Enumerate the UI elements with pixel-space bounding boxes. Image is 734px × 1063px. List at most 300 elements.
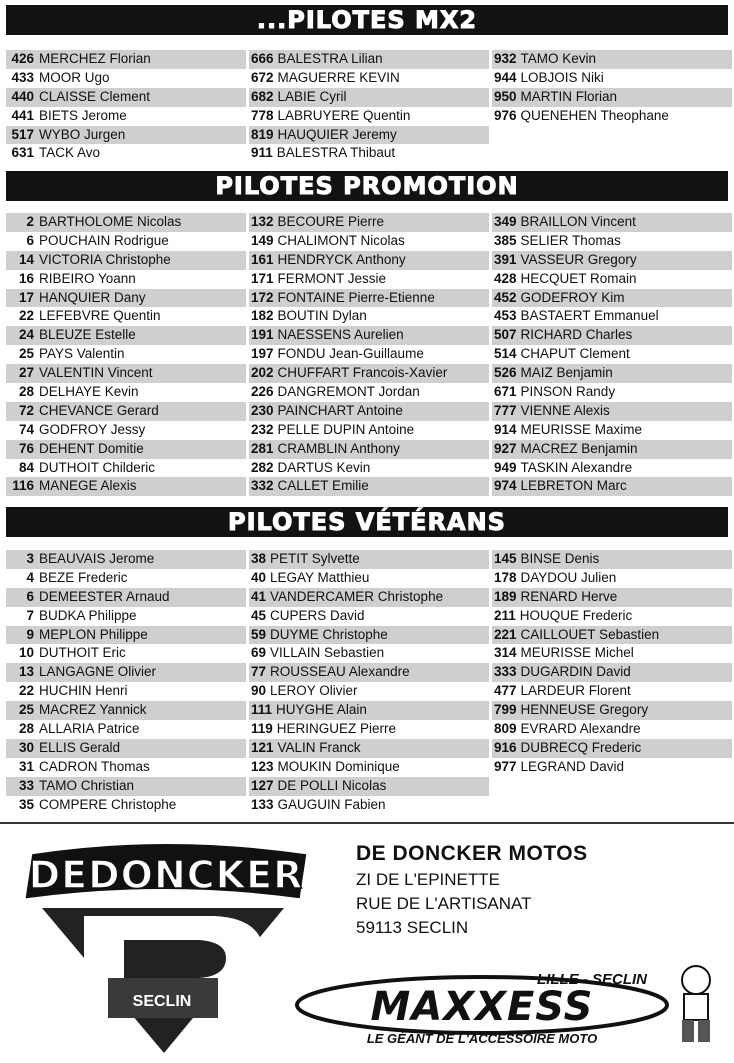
rider-row bbox=[6, 326, 246, 345]
rider-number: 24 bbox=[18, 327, 34, 343]
rider-number: 30 bbox=[18, 739, 34, 755]
rider-row bbox=[492, 607, 732, 626]
address-line-1: ZI DE L'EPINETTE bbox=[356, 870, 500, 889]
rider-number: 428 bbox=[494, 270, 517, 286]
rider-name: DEMEESTER Arnaud bbox=[39, 588, 170, 604]
rider-row bbox=[492, 720, 732, 739]
rider-row bbox=[6, 50, 246, 69]
rider-row bbox=[6, 307, 246, 326]
rider-name: VILLAIN Sebastien bbox=[270, 645, 385, 661]
rider-number: 916 bbox=[494, 739, 517, 755]
rider-name: VICTORIA Christophe bbox=[39, 251, 171, 267]
rider-row bbox=[492, 421, 732, 440]
rider-number: 477 bbox=[494, 683, 517, 699]
rider-name: BASTAERT Emmanuel bbox=[520, 308, 659, 324]
rider-number: 111 bbox=[251, 702, 273, 718]
rider-name: CHAPUT Clement bbox=[520, 346, 630, 362]
rider-row bbox=[6, 550, 246, 569]
rider-number: 45 bbox=[251, 607, 267, 623]
rider-name: MEPLON Philippe bbox=[39, 626, 148, 642]
rider-row bbox=[492, 644, 732, 663]
rider-number: 121 bbox=[251, 739, 274, 755]
rider-name: VIENNE Alexis bbox=[520, 402, 610, 418]
rider-number: 28 bbox=[18, 721, 34, 737]
rider-number: 507 bbox=[494, 327, 517, 343]
rider-number: 14 bbox=[18, 251, 34, 267]
rider-row bbox=[249, 289, 489, 308]
rider-row bbox=[6, 644, 246, 663]
rider-name: ELLIS Gerald bbox=[39, 739, 121, 755]
rider-name: LEBRETON Marc bbox=[520, 478, 627, 494]
rider-name: TACK Avo bbox=[39, 145, 101, 161]
rider-row bbox=[6, 251, 246, 270]
rider-number: 221 bbox=[494, 626, 517, 642]
footer-divider bbox=[0, 822, 734, 824]
rider-name: CHALIMONT Nicolas bbox=[277, 232, 405, 248]
rider-row bbox=[249, 345, 489, 364]
rider-name: HENDRYCK Anthony bbox=[277, 251, 406, 267]
rider-name: COMPERE Christophe bbox=[39, 796, 177, 812]
rider-number: 28 bbox=[18, 384, 34, 400]
rider-name: LOBJOIS Niki bbox=[520, 69, 604, 85]
rider-row bbox=[249, 569, 489, 588]
rider-number: 202 bbox=[251, 365, 274, 381]
rider-number: 171 bbox=[251, 270, 274, 286]
rider-row bbox=[6, 232, 246, 251]
rider-number: 453 bbox=[494, 308, 517, 324]
rider-number: 666 bbox=[251, 51, 274, 66]
rider-number: 16 bbox=[18, 270, 34, 286]
rider-name: LABRUYERE Quentin bbox=[277, 107, 411, 123]
rider-row bbox=[249, 402, 489, 421]
rider-name: DUTHOIT Childeric bbox=[39, 459, 156, 475]
rider-name: MARTIN Florian bbox=[520, 88, 618, 104]
rider-row bbox=[249, 682, 489, 701]
rider-row bbox=[6, 626, 246, 645]
promotion-banner bbox=[6, 171, 728, 201]
rider-name: MANEGE Alexis bbox=[39, 478, 137, 494]
rider-name: BALESTRA Lilian bbox=[277, 51, 383, 66]
rider-number: 672 bbox=[251, 69, 274, 85]
rider-number: 6 bbox=[26, 588, 34, 604]
rider-name: MACREZ Benjamin bbox=[520, 440, 638, 456]
rider-name: DUTHOIT Eric bbox=[39, 645, 126, 661]
rider-number: 31 bbox=[18, 758, 34, 774]
rider-name: EVRARD Alexandre bbox=[520, 721, 641, 737]
dedoncker-logo-text: DEDONCKER bbox=[28, 853, 304, 897]
rider-row bbox=[492, 682, 732, 701]
rider-row bbox=[492, 626, 732, 645]
rider-name: MAGUERRE KEVIN bbox=[277, 69, 400, 85]
rider-number: 40 bbox=[251, 569, 267, 585]
rider-number: 90 bbox=[251, 683, 267, 699]
rider-name: MERCHEZ Florian bbox=[39, 51, 151, 66]
mx2-column-1 bbox=[6, 50, 246, 163]
rider-number: 514 bbox=[494, 346, 517, 362]
rider-name: GODEFROY Kim bbox=[520, 289, 625, 305]
rider-row bbox=[249, 796, 489, 815]
rider-row bbox=[6, 69, 246, 88]
rider-name: FONDU Jean-Guillaume bbox=[277, 346, 424, 362]
dedoncker-logo-city: SECLIN bbox=[132, 993, 192, 1010]
rider-number: 517 bbox=[11, 126, 34, 142]
rider-name: BOUTIN Dylan bbox=[277, 308, 367, 324]
rider-number: 77 bbox=[251, 664, 267, 680]
rider-row bbox=[492, 383, 732, 402]
rider-number: 72 bbox=[18, 402, 34, 418]
rider-name: CUPERS David bbox=[270, 607, 365, 623]
rider-row bbox=[249, 720, 489, 739]
rider-number: 927 bbox=[494, 440, 517, 456]
mx2-banner bbox=[6, 5, 728, 35]
rider-row bbox=[249, 213, 489, 232]
rider-number: 7 bbox=[26, 607, 34, 623]
rider-name: WYBO Jurgen bbox=[39, 126, 126, 142]
rider-row bbox=[6, 107, 246, 126]
rider-name: MEURISSE Maxime bbox=[520, 421, 643, 437]
rider-name: CRAMBLIN Anthony bbox=[277, 440, 400, 456]
rider-number: 119 bbox=[251, 721, 273, 737]
rider-number: 974 bbox=[494, 478, 517, 494]
rider-row bbox=[6, 459, 246, 478]
rider-row bbox=[249, 126, 489, 145]
address-line-3: 59113 SECLIN bbox=[356, 918, 469, 937]
rider-number: 2 bbox=[26, 214, 34, 229]
company-info bbox=[356, 842, 588, 938]
rider-row bbox=[6, 144, 246, 163]
rider-number: 9 bbox=[26, 626, 34, 642]
rider-row bbox=[492, 107, 732, 126]
rider-number: 950 bbox=[494, 88, 517, 104]
rider-number: 671 bbox=[494, 384, 517, 400]
rider-name: BIETS Jerome bbox=[39, 107, 127, 123]
rider-name: VALENTIN Vincent bbox=[39, 365, 153, 381]
rider-row bbox=[6, 720, 246, 739]
rider-name: HENNEUSE Gregory bbox=[520, 702, 649, 718]
rider-row bbox=[249, 307, 489, 326]
address-line-2: RUE DE L'ARTISANAT bbox=[356, 894, 532, 913]
rider-name: DANGREMONT Jordan bbox=[277, 384, 420, 400]
rider-row bbox=[249, 69, 489, 88]
rider-number: 182 bbox=[251, 308, 274, 324]
rider-row bbox=[492, 550, 732, 569]
rider-number: 911 bbox=[251, 145, 273, 161]
rider-row bbox=[249, 383, 489, 402]
rider-row bbox=[249, 326, 489, 345]
rider-name: CALLET Emilie bbox=[277, 478, 369, 494]
rider-row bbox=[492, 345, 732, 364]
rider-number: 932 bbox=[494, 51, 517, 66]
rider-row bbox=[6, 607, 246, 626]
rider-name: HANQUIER Dany bbox=[39, 289, 146, 305]
rider-number: 332 bbox=[251, 478, 274, 494]
rider-number: 191 bbox=[251, 327, 274, 343]
rider-row bbox=[6, 701, 246, 720]
rider-name: LANGAGNE Olivier bbox=[39, 664, 157, 680]
rider-name: GODFROY Jessy bbox=[39, 421, 146, 437]
rider-name: BECOURE Pierre bbox=[277, 214, 385, 229]
rider-name: DE POLLI Nicolas bbox=[277, 777, 387, 793]
veterans-column-2 bbox=[249, 550, 489, 814]
rider-row bbox=[492, 251, 732, 270]
rider-row bbox=[492, 402, 732, 421]
rider-row bbox=[492, 326, 732, 345]
rider-number: 189 bbox=[494, 588, 517, 604]
rider-row bbox=[6, 477, 246, 496]
rider-name: RICHARD Charles bbox=[520, 327, 633, 343]
rider-name: SELIER Thomas bbox=[520, 232, 621, 248]
rider-name: LARDEUR Florent bbox=[520, 683, 631, 699]
rider-number: 6 bbox=[26, 232, 34, 248]
rider-name: TASKIN Alexandre bbox=[520, 459, 633, 475]
rider-row bbox=[6, 777, 246, 796]
rider-number: 211 bbox=[494, 607, 516, 623]
rider-number: 123 bbox=[251, 758, 274, 774]
rider-name: TAMO Christian bbox=[39, 777, 135, 793]
rider-name: HOUQUE Frederic bbox=[519, 607, 633, 623]
mx2-list bbox=[6, 50, 728, 164]
rider-name: CHUFFART Francois-Xavier bbox=[277, 365, 448, 381]
rider-number: 17 bbox=[18, 289, 34, 305]
rider-row bbox=[492, 213, 732, 232]
rider-row bbox=[492, 88, 732, 107]
rider-number: 777 bbox=[494, 402, 517, 418]
rider-name: MOUKIN Dominique bbox=[277, 758, 400, 774]
rider-number: 145 bbox=[494, 551, 517, 566]
rider-name: MEURISSE Michel bbox=[520, 645, 634, 661]
rider-number: 682 bbox=[251, 88, 274, 104]
rider-name: DUBRECQ Frederic bbox=[520, 739, 642, 755]
rider-name: BRAILLON Vincent bbox=[520, 214, 636, 229]
rider-row bbox=[249, 607, 489, 626]
rider-row bbox=[6, 126, 246, 145]
rider-row bbox=[249, 232, 489, 251]
rider-row bbox=[249, 644, 489, 663]
rider-number: 10 bbox=[18, 645, 34, 661]
rider-row bbox=[492, 69, 732, 88]
rider-row bbox=[249, 758, 489, 777]
rider-name: LEGAY Matthieu bbox=[270, 569, 370, 585]
rider-name: PAINCHART Antoine bbox=[277, 402, 403, 418]
rider-row bbox=[249, 777, 489, 796]
rider-row bbox=[249, 144, 489, 163]
rider-number: 22 bbox=[18, 308, 34, 324]
rider-name: HUYGHE Alain bbox=[276, 702, 367, 718]
rider-number: 799 bbox=[494, 702, 517, 718]
rider-name: DAYDOU Julien bbox=[520, 569, 617, 585]
rider-name: PAYS Valentin bbox=[39, 346, 125, 362]
rider-number: 127 bbox=[251, 777, 274, 793]
mx2-column-3 bbox=[492, 50, 732, 126]
veterans-column-1 bbox=[6, 550, 246, 814]
rider-row bbox=[6, 88, 246, 107]
rider-number: 809 bbox=[494, 721, 517, 737]
rider-row bbox=[6, 440, 246, 459]
promotion-title: PILOTES PROMOTION bbox=[215, 172, 519, 200]
rider-row bbox=[492, 758, 732, 777]
rider-name: TAMO Kevin bbox=[520, 51, 597, 66]
rider-number: 133 bbox=[251, 796, 274, 812]
rider-number: 25 bbox=[18, 702, 34, 718]
rider-row bbox=[6, 383, 246, 402]
rider-row bbox=[249, 739, 489, 758]
rider-row bbox=[492, 270, 732, 289]
rider-name: CADRON Thomas bbox=[39, 758, 150, 774]
rider-number: 35 bbox=[18, 796, 34, 812]
maxxess-brand: MAXXESS bbox=[370, 984, 594, 1030]
rider-row bbox=[492, 50, 732, 69]
rider-row bbox=[6, 289, 246, 308]
rider-row bbox=[492, 663, 732, 682]
rider-name: ALLARIA Patrice bbox=[39, 721, 140, 737]
rider-number: 197 bbox=[251, 346, 274, 362]
rider-number: 76 bbox=[18, 440, 34, 456]
rider-row bbox=[6, 569, 246, 588]
rider-number: 631 bbox=[11, 145, 34, 161]
rider-number: 161 bbox=[251, 251, 274, 267]
rider-name: LEFEBVRE Quentin bbox=[39, 308, 161, 324]
rider-number: 232 bbox=[251, 421, 274, 437]
rider-row bbox=[492, 289, 732, 308]
rider-number: 178 bbox=[494, 569, 517, 585]
rider-number: 4 bbox=[26, 569, 34, 585]
rider-name: QUENEHEN Theophane bbox=[520, 107, 669, 123]
rider-name: POUCHAIN Rodrigue bbox=[39, 232, 169, 248]
rider-number: 778 bbox=[251, 107, 274, 123]
rider-name: HECQUET Romain bbox=[520, 270, 637, 286]
rider-name: CHEVANCE Gerard bbox=[39, 402, 159, 418]
rider-row bbox=[492, 232, 732, 251]
rider-name: BUDKA Philippe bbox=[39, 607, 137, 623]
rider-number: 69 bbox=[251, 645, 267, 661]
mascot-icon bbox=[682, 966, 710, 1042]
rider-name: RENARD Herve bbox=[520, 588, 618, 604]
rider-number: 441 bbox=[11, 107, 34, 123]
rider-row bbox=[249, 270, 489, 289]
rider-number: 25 bbox=[18, 346, 34, 362]
rider-number: 132 bbox=[251, 214, 274, 229]
rider-number: 13 bbox=[18, 664, 34, 680]
rider-name: BALESTRA Thibaut bbox=[276, 145, 396, 161]
rider-number: 281 bbox=[251, 440, 274, 456]
veterans-column-3 bbox=[492, 550, 732, 777]
rider-row bbox=[6, 739, 246, 758]
rider-row bbox=[492, 739, 732, 758]
rider-name: HERINGUEZ Pierre bbox=[276, 721, 397, 737]
rider-row bbox=[249, 50, 489, 69]
rider-row bbox=[6, 364, 246, 383]
maxxess-tagline: LE GÉANT DE L'ACCESSOIRE MOTO bbox=[366, 1031, 598, 1046]
rider-number: 819 bbox=[251, 126, 274, 142]
rider-name: DEHENT Domitie bbox=[39, 440, 144, 456]
rider-number: 391 bbox=[494, 251, 517, 267]
rider-row bbox=[492, 701, 732, 720]
promotion-column-3 bbox=[492, 213, 732, 496]
rider-name: CAILLOUET Sebastien bbox=[520, 626, 660, 642]
rider-name: DUYME Christophe bbox=[270, 626, 388, 642]
promotion-column-2 bbox=[249, 213, 489, 496]
rider-row bbox=[6, 345, 246, 364]
rider-name: DUGARDIN David bbox=[520, 664, 631, 680]
rider-row bbox=[492, 307, 732, 326]
rider-row bbox=[492, 477, 732, 496]
rider-row bbox=[249, 421, 489, 440]
rider-name: PINSON Randy bbox=[520, 384, 616, 400]
rider-number: 314 bbox=[494, 645, 517, 661]
rider-number: 526 bbox=[494, 365, 517, 381]
rider-row bbox=[249, 107, 489, 126]
rider-row bbox=[6, 588, 246, 607]
rider-row bbox=[249, 251, 489, 270]
rider-number: 84 bbox=[18, 459, 34, 475]
rider-name: VALIN Franck bbox=[277, 739, 361, 755]
rider-name: BEZE Frederic bbox=[39, 569, 128, 585]
rider-row bbox=[492, 440, 732, 459]
rider-name: LABIE Cyril bbox=[277, 88, 347, 104]
rider-name: HAUQUIER Jeremy bbox=[277, 126, 397, 142]
mx2-title: ...PILOTES MX2 bbox=[256, 6, 478, 34]
rider-name: PETIT Sylvette bbox=[270, 551, 360, 566]
rider-name: DELHAYE Kevin bbox=[39, 384, 139, 400]
rider-row bbox=[492, 459, 732, 478]
rider-number: 949 bbox=[494, 459, 517, 475]
rider-number: 440 bbox=[11, 88, 34, 104]
rider-row bbox=[249, 440, 489, 459]
rider-number: 349 bbox=[494, 214, 517, 229]
rider-number: 38 bbox=[251, 551, 267, 566]
rider-name: LEGRAND David bbox=[520, 758, 625, 774]
rider-name: MAIZ Benjamin bbox=[520, 365, 613, 381]
rider-number: 74 bbox=[18, 421, 34, 437]
rider-number: 3 bbox=[26, 551, 34, 566]
maxxess-city: LILLE - SECLIN bbox=[537, 971, 647, 988]
rider-name: PELLE DUPIN Antoine bbox=[277, 421, 415, 437]
promotion-column-1 bbox=[6, 213, 246, 496]
rider-row bbox=[492, 364, 732, 383]
rider-number: 116 bbox=[12, 478, 34, 494]
rider-number: 385 bbox=[494, 232, 517, 248]
rider-name: HUCHIN Henri bbox=[39, 683, 128, 699]
rider-number: 282 bbox=[251, 459, 274, 475]
rider-name: RIBEIRO Yoann bbox=[39, 270, 136, 286]
rider-name: FERMONT Jessie bbox=[277, 270, 387, 286]
rider-row bbox=[6, 402, 246, 421]
rider-number: 944 bbox=[494, 69, 517, 85]
rider-number: 59 bbox=[251, 626, 267, 642]
promotion-list bbox=[6, 213, 728, 497]
rider-row bbox=[492, 569, 732, 588]
rider-row bbox=[249, 701, 489, 720]
rider-number: 426 bbox=[11, 51, 34, 66]
rider-name: BINSE Denis bbox=[520, 551, 600, 566]
rider-row bbox=[6, 796, 246, 815]
rider-name: VANDERCAMER Christophe bbox=[270, 588, 444, 604]
rider-row bbox=[249, 588, 489, 607]
rider-name: MACREZ Yannick bbox=[39, 702, 147, 718]
veterans-banner bbox=[6, 507, 728, 537]
rider-number: 172 bbox=[251, 289, 274, 305]
company-name: DE DONCKER MOTOS bbox=[356, 842, 588, 865]
rider-number: 977 bbox=[494, 758, 517, 774]
rider-number: 230 bbox=[251, 402, 274, 418]
rider-row bbox=[6, 682, 246, 701]
rider-row bbox=[249, 88, 489, 107]
rider-row bbox=[6, 270, 246, 289]
rider-row bbox=[249, 477, 489, 496]
rider-number: 41 bbox=[251, 588, 267, 604]
rider-row bbox=[249, 663, 489, 682]
rider-row bbox=[249, 459, 489, 478]
